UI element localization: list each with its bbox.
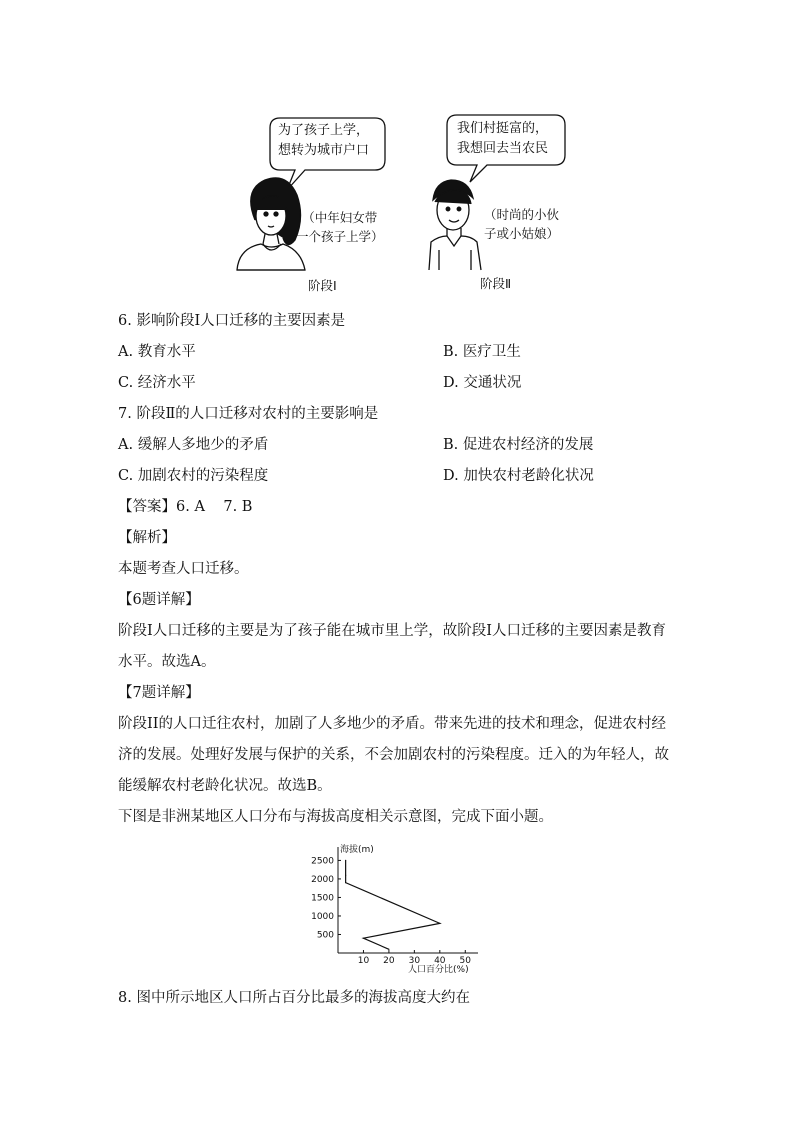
left-stage-label: 阶段Ⅰ bbox=[308, 278, 337, 293]
right-bubble-text bbox=[457, 119, 548, 159]
question-7-option-c: C. 加剧农村的污染程度 bbox=[118, 468, 269, 484]
detail-7-body: 阶段II的人口迁往农村，加剧了人多地少的矛盾。带来先进的技术和理念，促进农村经济的发展。处理好发展与保护的关系，不会加剧农村的污染程度。迁入的为年轻人，故能缓解农村老龄化状况。故选B。 bbox=[118, 716, 669, 794]
left-note-line-2: 一个孩子上学） bbox=[296, 229, 384, 244]
chart-y-tick-label: 1000 bbox=[311, 911, 334, 922]
chart-x-tick-label: 50 bbox=[459, 956, 471, 966]
left-bubble-text bbox=[278, 121, 369, 161]
chart-data-point bbox=[345, 860, 346, 861]
chart-data-point bbox=[439, 923, 440, 924]
question-7-option-a: A. 缓解人多地少的矛盾 bbox=[118, 437, 269, 453]
chart-data-point bbox=[363, 938, 364, 939]
chart-y-tick-label: 500 bbox=[316, 930, 334, 941]
question-7-option-d: D. 加快农村老龄化状况 bbox=[443, 468, 594, 484]
question-6-option-c: C. 经济水平 bbox=[118, 375, 196, 391]
left-bubble-line-2: 想转为城市户口 bbox=[278, 143, 370, 158]
young-man-illustration bbox=[429, 180, 481, 270]
detail-6-heading: 【6题详解】 bbox=[118, 592, 200, 608]
chart-x-tick-label: 40 bbox=[434, 956, 446, 966]
question-6-option-b: B. 医疗卫生 bbox=[443, 344, 521, 360]
chart-x-tick-label: 30 bbox=[408, 956, 421, 966]
right-note-text bbox=[484, 205, 559, 243]
intro-chart-question: 下图是非洲某地区人口分布与海拔高度相关示意图，完成下面小题。 bbox=[118, 809, 553, 825]
chart-data-point bbox=[388, 949, 389, 950]
chart-data-point bbox=[345, 875, 346, 876]
chart-y-tick-label: 2500 bbox=[311, 856, 334, 867]
detail-6-body: 阶段Ⅰ人口迁移的主要是为了孩子能在城市里上学，故阶段Ⅰ人口迁移的主要因素是教育水平。故选A。 bbox=[118, 623, 666, 670]
question-6-stem: 6. 影响阶段Ⅰ人口迁移的主要因素是 bbox=[118, 313, 346, 329]
question-6-option-a: A. 教育水平 bbox=[118, 344, 196, 360]
chart-y-tick-label: 1500 bbox=[311, 893, 334, 904]
chart-x-tick-label: 10 bbox=[357, 956, 370, 966]
chart-y-axis-label: 海拔(m) bbox=[340, 845, 374, 855]
left-note-text bbox=[296, 208, 384, 246]
chart-y-tick-label: 2000 bbox=[311, 874, 334, 885]
left-bubble-line-1: 为了孩子上学， bbox=[278, 123, 370, 138]
detail-7-heading: 【7题详解】 bbox=[118, 685, 200, 701]
analysis-heading: 【解析】 bbox=[118, 530, 176, 546]
left-note-line-1: （中年妇女带 bbox=[302, 210, 378, 225]
right-note-line-2: 子或小姑娘） bbox=[484, 226, 560, 241]
woman-illustration bbox=[237, 178, 305, 270]
chart-data-point bbox=[345, 882, 346, 883]
chart-x-tick-label: 20 bbox=[383, 956, 395, 966]
right-bubble-line-1: 我们村挺富的， bbox=[457, 121, 549, 136]
question-7-option-b: B. 促进农村经济的发展 bbox=[443, 437, 594, 453]
chart-series-line bbox=[346, 860, 440, 949]
right-stage-label: 阶段Ⅱ bbox=[480, 276, 512, 291]
question-8-stem: 8. 图中所示地区人口所占百分比最多的海拔高度大约在 bbox=[118, 990, 470, 1006]
chart-x-axis-label: 人口百分比(%) bbox=[408, 965, 469, 975]
analysis-body: 本题考查人口迁移。 bbox=[118, 561, 249, 577]
question-7-stem: 7. 阶段Ⅱ的人口迁移对农村的主要影响是 bbox=[118, 406, 379, 422]
altitude-population-chart bbox=[300, 838, 490, 978]
right-bubble-line-2: 我想回去当农民 bbox=[457, 141, 549, 156]
answer-line: 【答案】6. A 7. B bbox=[118, 499, 253, 515]
chart-svg bbox=[300, 838, 490, 978]
question-6-option-d: D. 交通状况 bbox=[443, 375, 522, 391]
right-note-line-1: （时尚的小伙 bbox=[484, 207, 560, 222]
